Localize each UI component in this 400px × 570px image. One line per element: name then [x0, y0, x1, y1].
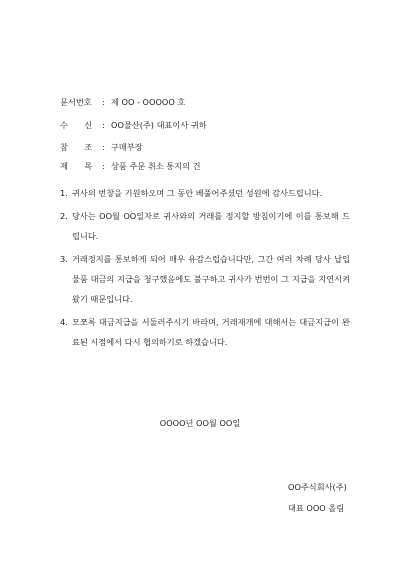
list-item-text: 모쪼록 대금지급을 서둘러주시기 바라며, 거래재개에 대해서는 대금지급이 완료된 시점에서 다시 협의하기로 하겠습니다. — [72, 317, 350, 347]
separator-colon: : — [102, 120, 105, 130]
doc-number-row — [60, 97, 185, 108]
list-item — [60, 249, 350, 309]
doc-number-value: 제 OO - OOOOO 호 — [111, 97, 186, 107]
list-item — [60, 312, 350, 352]
separator-colon: : — [102, 142, 105, 152]
list-item — [60, 206, 350, 246]
list-item-number: 1. — [60, 188, 68, 198]
subject-value: 상품 주문 취소 통지의 건 — [111, 161, 201, 171]
list-item-text: 거래정지를 통보하게 되어 매우 유감스럽습니다만, 그간 여러 차례 당사 납입물품 대금의 지급을 청구했음에도 불구하고 귀사가 번번이 그 지급을 지연시켜 왔기 때문입니다. — [72, 254, 350, 304]
list-item — [60, 183, 350, 203]
recipient-row — [60, 120, 207, 131]
list-item-number: 4. — [60, 317, 68, 327]
body-list — [60, 183, 350, 355]
separator-colon: : — [102, 161, 105, 171]
signature-company: OO주식회사(주) — [288, 482, 347, 492]
recipient-label: 수 신 — [60, 120, 93, 130]
list-item-number: 3. — [60, 254, 68, 264]
separator-colon: : — [102, 97, 105, 107]
reference-row — [60, 142, 143, 153]
subject-label: 제 목 — [60, 161, 93, 171]
recipient-value: OO물산(주) 대표이사 귀하 — [111, 120, 207, 130]
list-item-number: 2. — [60, 211, 68, 221]
reference-label: 참 조 — [60, 142, 93, 152]
signature-representative: 대표 OOO 올림 — [288, 503, 345, 513]
doc-number-label: 문서번호 — [60, 97, 92, 107]
document-date: OOOO년 OO월 OO일 — [159, 418, 241, 428]
subject-row — [60, 161, 201, 172]
list-item-text: 당사는 OO월 OO일자로 귀사와의 거래를 정지할 방침이기에 이를 통보해 드립니다. — [72, 211, 350, 241]
list-item-text: 귀사의 번창을 기원하오며 그 동안 베풀어주셨던 성원에 감사드립니다. — [72, 188, 323, 198]
reference-value: 구매부장 — [111, 142, 143, 152]
